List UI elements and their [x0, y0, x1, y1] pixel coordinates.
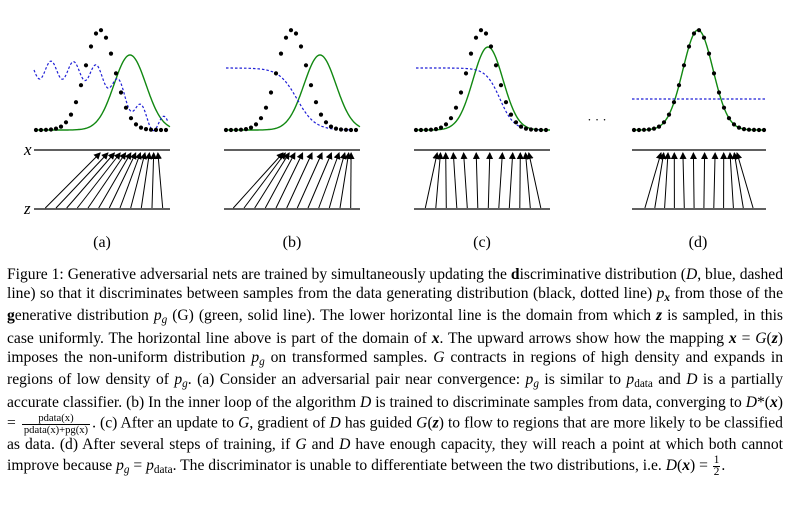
- data-distribution-dot: [339, 127, 343, 131]
- gan-figure: [0, 0, 791, 260]
- data-distribution-dot: [752, 128, 756, 132]
- data-distribution-dot: [514, 120, 518, 124]
- math-var: z: [771, 329, 778, 347]
- data-distribution-dot: [74, 100, 78, 104]
- data-distribution-dot: [757, 128, 761, 132]
- data-distribution-dot: [329, 125, 333, 129]
- math-var: p: [251, 348, 260, 366]
- math-var: x: [682, 457, 690, 474]
- math-var: x: [728, 329, 737, 347]
- caption-text: ) to flow to regions that are more likely to be classified as data. (d) After several steps of training, if: [7, 414, 783, 454]
- caption-text: is similar to: [538, 371, 627, 389]
- mapping-arrow: [329, 153, 345, 208]
- data-distribution-dot: [344, 128, 348, 132]
- discriminator-optimum-fraction: [22, 413, 90, 436]
- data-distribution-dot: [429, 128, 433, 132]
- data-distribution-dot: [692, 31, 696, 35]
- caption-text: iscriminative distribution (: [519, 266, 686, 283]
- mapping-arrow: [233, 153, 283, 208]
- mapping-arrow: [683, 153, 684, 208]
- math-var: G: [295, 436, 307, 454]
- data-distribution-dot: [324, 120, 328, 124]
- math-var: G: [416, 414, 428, 432]
- data-distribution-dot: [697, 28, 701, 32]
- caption-text: ) =: [689, 457, 712, 474]
- data-distribution-dot: [419, 128, 423, 132]
- data-distribution-dot: [229, 128, 233, 132]
- panel-label-a: (a): [93, 234, 111, 251]
- caption-emphasis: g: [7, 307, 15, 325]
- data-distribution-dot: [474, 36, 478, 40]
- caption-text: has guided: [340, 414, 417, 432]
- panel-label-b: (b): [282, 234, 302, 251]
- data-distribution-dot: [314, 100, 318, 104]
- caption-text: =: [736, 329, 756, 347]
- generator-distribution-curve: [224, 55, 360, 130]
- mapping-arrow: [56, 153, 108, 208]
- data-distribution-dot: [529, 127, 533, 131]
- data-distribution-dot: [309, 83, 313, 87]
- panel-label-d: (d): [688, 234, 708, 251]
- math-subscript: g: [161, 314, 168, 327]
- mapping-arrow: [645, 153, 661, 208]
- mapping-arrow: [255, 153, 290, 208]
- caption-text: (: [676, 457, 683, 474]
- data-distribution-dot: [464, 71, 468, 75]
- data-distribution-dot: [284, 36, 288, 40]
- caption-text: (: [766, 329, 772, 347]
- data-distribution-dot: [34, 128, 38, 132]
- panel-b: [224, 28, 360, 209]
- caption-text: have enough capacity, they will reach a point at which both cannot improve because: [7, 436, 783, 474]
- fraction-numerator: pdata(x): [22, 413, 90, 425]
- data-distribution-dot: [667, 113, 671, 117]
- panel-c: [414, 28, 550, 209]
- data-distribution-dot: [54, 127, 58, 131]
- data-distribution-dot: [469, 52, 473, 56]
- discriminator-curve: [34, 61, 168, 131]
- caption-text: , blue, dashed line) so that it discriminates between samples from the data generating distribution (black, dotted line): [7, 266, 783, 302]
- math-var: x: [431, 329, 440, 347]
- data-distribution-dot: [672, 100, 676, 104]
- data-distribution-dot: [259, 116, 263, 120]
- data-distribution-dot: [652, 127, 656, 131]
- data-distribution-dot: [737, 126, 741, 130]
- data-distribution-dot: [279, 52, 283, 56]
- data-distribution-dot: [164, 128, 168, 132]
- data-distribution-dot: [454, 106, 458, 110]
- data-distribution-dot: [717, 90, 721, 94]
- math-var: D: [685, 266, 698, 283]
- caption-text: *(: [757, 393, 770, 411]
- caption-text: contracts in regions of high density and expands in regions of low density of: [7, 348, 783, 389]
- data-distribution-dot: [642, 128, 646, 132]
- math-var: G: [755, 329, 767, 347]
- math-var: p: [174, 371, 183, 389]
- math-subscript: data: [153, 463, 173, 476]
- data-distribution-dot: [662, 120, 666, 124]
- data-distribution-dot: [489, 44, 493, 48]
- math-subscript: g: [123, 463, 130, 476]
- x-axis-label: x: [24, 140, 32, 159]
- data-distribution-dot: [49, 127, 53, 131]
- data-distribution-dot: [44, 128, 48, 132]
- mapping-arrow: [319, 153, 339, 208]
- fraction-denominator: 2: [713, 466, 720, 479]
- data-distribution-dot: [539, 128, 543, 132]
- data-distribution-dot: [239, 128, 243, 132]
- mapping-arrow: [158, 153, 163, 208]
- data-distribution-dot: [524, 127, 528, 131]
- mapping-arrow: [244, 153, 285, 208]
- math-var: D: [360, 393, 372, 411]
- mapping-arrow: [99, 153, 131, 208]
- generator-distribution-curve: [34, 55, 170, 130]
- mapping-arrow: [655, 153, 664, 208]
- math-subscript: g: [533, 378, 539, 391]
- fraction-denominator: pdata(x)+pg(x): [23, 424, 89, 436]
- math-var: p: [116, 457, 124, 474]
- math-subscript: g: [182, 378, 188, 391]
- mapping-arrow: [734, 153, 743, 208]
- figure-panels: [34, 28, 766, 209]
- data-distribution-dot: [504, 100, 508, 104]
- math-var: p: [153, 307, 162, 325]
- mapping-arrow: [499, 153, 503, 208]
- data-distribution-dot: [129, 116, 133, 120]
- generator-distribution-curve: [414, 47, 550, 130]
- mapping-arrow: [476, 153, 478, 208]
- data-distribution-dot: [134, 122, 138, 126]
- caption-text: =: [129, 457, 147, 474]
- math-var: D: [329, 414, 341, 432]
- math-var: G: [238, 414, 250, 432]
- caption-text: is trained to discriminate samples from data, converging to: [371, 393, 746, 411]
- data-distribution-dot: [637, 128, 641, 132]
- data-distribution-dot: [484, 31, 488, 35]
- data-distribution-dot: [434, 127, 438, 131]
- math-var: z: [432, 414, 439, 432]
- panel-a: [34, 28, 170, 209]
- data-distribution-dot: [119, 90, 123, 94]
- figure-caption: [7, 266, 783, 480]
- caption-text: enerative distribution: [14, 307, 154, 325]
- data-distribution-dot: [249, 126, 253, 130]
- math-var: D: [339, 436, 351, 454]
- data-distribution-dot: [677, 83, 681, 87]
- mapping-arrow: [730, 153, 733, 208]
- caption-text: from those of the: [670, 284, 783, 302]
- data-distribution-dot: [39, 128, 43, 132]
- data-distribution-dot: [79, 83, 83, 87]
- data-distribution-dot: [244, 127, 248, 131]
- data-distribution-dot: [274, 71, 278, 75]
- mapping-arrow: [526, 153, 531, 208]
- data-distribution-dot: [234, 128, 238, 132]
- data-distribution-dot: [499, 83, 503, 87]
- caption-text: Figure 1: Generative adversarial nets are trained by simultaneously updating the: [7, 266, 511, 283]
- z-axis-label: z: [24, 199, 31, 218]
- data-distribution-dot: [264, 106, 268, 110]
- mapping-arrow: [488, 153, 490, 208]
- data-distribution-dot: [109, 52, 113, 56]
- data-distribution-dot: [354, 128, 358, 132]
- data-distribution-dot: [139, 126, 143, 130]
- data-distribution-dot: [89, 44, 93, 48]
- data-distribution-dot: [299, 44, 303, 48]
- data-distribution-dot: [424, 128, 428, 132]
- math-var: p: [626, 371, 635, 389]
- data-distribution-dot: [414, 128, 418, 132]
- mapping-arrow: [693, 153, 694, 208]
- caption-text: (: [427, 414, 433, 432]
- data-distribution-dot: [349, 128, 353, 132]
- data-distribution-dot: [99, 28, 103, 32]
- data-distribution-dot: [154, 128, 158, 132]
- data-distribution-dot: [439, 126, 443, 130]
- data-distribution-dot: [104, 36, 108, 40]
- caption-text: ) =: [7, 393, 783, 432]
- caption-text: is a partially accurate classifier. (b) In the inner loop of the algorithm: [7, 371, 783, 411]
- data-distribution-dot: [334, 127, 338, 131]
- math-var: D: [686, 371, 698, 389]
- math-subscript: data: [634, 378, 653, 391]
- data-distribution-dot: [702, 36, 706, 40]
- data-distribution-dot: [534, 128, 538, 132]
- data-distribution-dot: [59, 125, 63, 129]
- math-var: p: [146, 457, 154, 474]
- caption-text: and: [652, 371, 687, 389]
- data-distribution-dot: [509, 113, 513, 117]
- caption-text: (G) (green, solid line). The lower horizontal line is the domain from which: [167, 307, 657, 325]
- data-distribution-dot: [84, 63, 88, 67]
- data-distribution-dot: [124, 106, 128, 110]
- caption-text: . The upward arrows show how the mapping: [439, 329, 729, 347]
- mapping-arrow: [308, 153, 331, 208]
- ellipsis: · · ·: [587, 112, 607, 127]
- math-var: p: [525, 371, 534, 389]
- data-distribution-dot: [742, 127, 746, 131]
- mapping-arrow: [45, 153, 100, 208]
- data-distribution-dot: [289, 28, 293, 32]
- mapping-arrow: [464, 153, 468, 208]
- discriminator-curve: [416, 68, 542, 130]
- data-distribution-dot: [747, 128, 751, 132]
- math-var: D: [745, 393, 757, 411]
- caption-text: , gradient of: [249, 414, 330, 432]
- data-distribution-dot: [657, 125, 661, 129]
- data-distribution-dot: [519, 125, 523, 129]
- mapping-arrow: [737, 153, 753, 208]
- math-var: p: [656, 284, 665, 302]
- data-distribution-dot: [269, 90, 273, 94]
- fraction-numerator: 1: [713, 453, 720, 466]
- math-var: x: [770, 393, 778, 411]
- data-distribution-dot: [687, 44, 691, 48]
- mapping-arrow: [704, 153, 705, 208]
- caption-text: and: [306, 436, 340, 454]
- data-distribution-dot: [254, 122, 258, 126]
- data-distribution-dot: [64, 120, 68, 124]
- caption-text: .: [721, 457, 726, 474]
- data-distribution-dot: [762, 128, 766, 132]
- data-distribution-dot: [449, 116, 453, 120]
- math-var: G: [433, 348, 445, 366]
- math-subscript: g: [259, 355, 265, 368]
- data-distribution-dot: [319, 113, 323, 117]
- data-distribution-dot: [149, 128, 153, 132]
- mapping-arrow: [297, 153, 322, 208]
- caption-text: . (c) After an update to: [92, 414, 239, 432]
- data-distribution-dot: [727, 116, 731, 120]
- panel-label-c: (c): [473, 234, 491, 251]
- math-var: z: [656, 307, 663, 325]
- data-distribution-dot: [707, 52, 711, 56]
- caption-text: ) imposes the non-uniform distribution: [7, 329, 783, 366]
- mapping-arrow: [436, 153, 441, 208]
- mapping-arrow: [665, 153, 668, 208]
- mapping-arrow: [509, 153, 512, 208]
- data-distribution-dot: [294, 31, 298, 35]
- caption-text: . (a) Consider an adversarial pair near convergence:: [187, 371, 526, 389]
- data-distribution-dot: [114, 71, 118, 75]
- data-distribution-dot: [69, 113, 73, 117]
- mapping-arrow: [152, 153, 154, 208]
- data-distribution-dot: [459, 90, 463, 94]
- one-half-fraction: [713, 455, 721, 478]
- mapping-arrow: [453, 153, 457, 208]
- data-distribution-dot: [544, 128, 548, 132]
- caption-text: is sampled, in this case uniformly. The horizontal line above is part of the domain of: [7, 307, 783, 347]
- data-distribution-dot: [304, 63, 308, 67]
- mapping-arrow: [529, 153, 541, 208]
- data-distribution-dot: [144, 127, 148, 131]
- data-distribution-dot: [632, 128, 636, 132]
- data-distribution-dot: [494, 63, 498, 67]
- data-distribution-dot: [159, 128, 163, 132]
- data-distribution-dot: [647, 127, 651, 131]
- panel-d: [632, 28, 766, 209]
- data-distribution-dot: [712, 71, 716, 75]
- caption-emphasis: d: [510, 266, 520, 283]
- data-distribution-dot: [682, 63, 686, 67]
- data-distribution-dot: [479, 28, 483, 32]
- mapping-arrow: [340, 153, 349, 208]
- data-distribution-dot: [444, 122, 448, 126]
- mapping-arrow: [520, 153, 521, 208]
- data-distribution-dot: [732, 122, 736, 126]
- caption-text: . The discriminator is unable to differentiate between the two distributions, i.e.: [172, 457, 666, 474]
- data-distribution-dot: [722, 106, 726, 110]
- mapping-arrow: [446, 153, 447, 208]
- math-var: D: [665, 457, 677, 474]
- data-distribution-dot: [224, 128, 228, 132]
- mapping-arrow: [714, 153, 715, 208]
- mapping-arrow: [425, 153, 437, 208]
- generator-distribution-curve: [632, 30, 766, 130]
- math-subscript: x: [664, 291, 671, 304]
- data-distribution-dot: [94, 31, 98, 35]
- caption-text: on transformed samples.: [264, 348, 434, 366]
